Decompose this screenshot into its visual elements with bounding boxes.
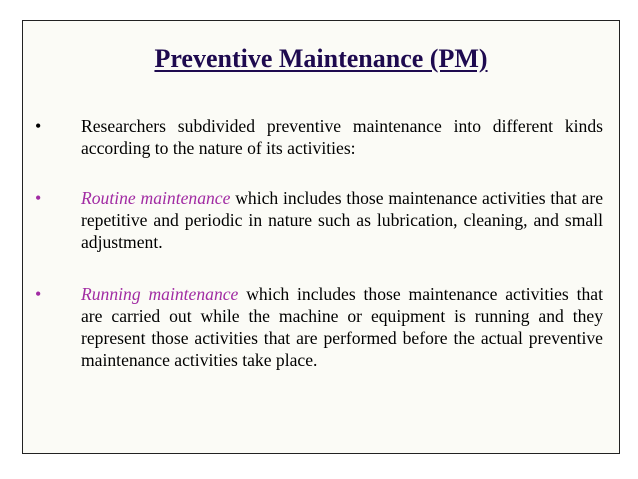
bullet-marker: • bbox=[35, 284, 42, 304]
bullet-body: which includes those maintenance activities that are repetitive and periodic in nature such as lubrication, cleaning, and small adjustment. bbox=[81, 188, 604, 252]
bullet-marker: • bbox=[35, 188, 42, 208]
bullet-highlight: Running maintenance bbox=[81, 284, 239, 304]
slide-title: Preventive Maintenance (PM) bbox=[154, 44, 488, 73]
bullet-text bbox=[81, 115, 603, 159]
bullet-marker: • bbox=[35, 116, 42, 136]
bullet-highlight: Routine maintenance bbox=[81, 188, 231, 208]
bullet-body: which includes those maintenance activities that are carried out while the machine or equipment is running and they represent those activities that are performed before the actual preventive maintenance activities take place. bbox=[81, 284, 603, 370]
bullet-text bbox=[81, 283, 603, 371]
slide bbox=[22, 20, 620, 454]
bullet-text bbox=[81, 187, 603, 253]
bullet-body: Researchers subdivided preventive maintenance into different kinds according to the nature of its activities: bbox=[81, 116, 603, 158]
